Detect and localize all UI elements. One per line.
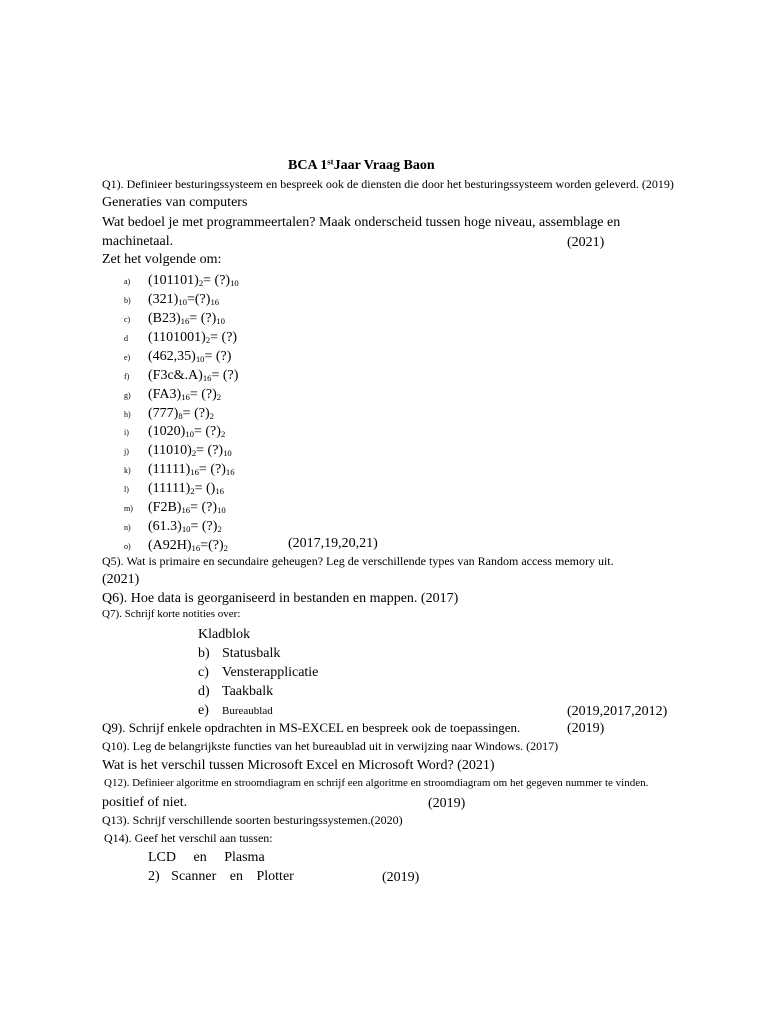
page-title: BCA 1stJaar Vraag Baon xyxy=(288,156,435,173)
difference-item-1: LCD en Plasma xyxy=(148,850,265,865)
conversion-item: $(F3c\&.A)_{16}=$ (?) xyxy=(148,368,239,384)
conversion-label: h) xyxy=(124,410,131,419)
question-6: Q6). Hoe data is georganiseerd in bestanden en mappen. (2017) xyxy=(102,591,459,606)
conversion-item: $(61.3)_{10}=$ $(?)_2$ xyxy=(148,519,222,535)
note-item: d) Taakbalk xyxy=(198,684,274,699)
conversion-label: o) xyxy=(124,542,131,551)
question-12-year: (2019) xyxy=(428,796,466,811)
conversion-label: d xyxy=(124,334,128,343)
question-9-year: (2019) xyxy=(567,721,605,736)
note-item: Kladblok xyxy=(198,627,251,642)
question-9: Q9). Schrijf enkele opdrachten in MS-EXCEL en bespreek ook de toepassingen. xyxy=(102,720,521,735)
conversion-label: j) xyxy=(124,447,129,456)
note-item: e) Bureaublad xyxy=(198,703,273,718)
conversion-item: $(11010)_2=$ $(?)_{10}$ xyxy=(148,443,232,459)
question-13: Q13). Schrijf verschillende soorten besturingssystemen.(2020) xyxy=(102,813,403,827)
question-generaties: Generaties van computers xyxy=(102,195,248,210)
difference-item-2: 2) Scanner en Plotter xyxy=(148,869,294,884)
note-item: b) Statusbalk xyxy=(198,646,281,661)
question-7: Q7). Schrijf korte notities over: xyxy=(102,608,241,620)
conversion-item: $(1101001)_2=$ (?) xyxy=(148,330,238,346)
conversion-item: $(B23)_{16}=$ $(?)_{10}$ xyxy=(148,311,225,327)
question-5: Q5). Wat is primaire en secundaire geheugen? Leg de verschillende types van Random access memory uit. xyxy=(102,554,614,568)
convert-heading: Zet het volgende om: xyxy=(102,252,222,267)
conversion-item: $(777)_8=$ $(?)_2$ xyxy=(148,406,214,422)
question-14: Q14). Geef het verschil aan tussen: xyxy=(104,831,273,845)
question-1: Q1). Definieer besturingssysteem en bespreek ook de diensten die door het besturingssysteem worden geleverd. (2019) xyxy=(102,177,674,191)
conversion-item: $(11111)_2= ()_{16}$ xyxy=(148,481,224,497)
conversion-year: (2017,19,20,21) xyxy=(288,536,378,551)
conversion-item: $(11111)_{16}=$ $(?)_{16}$ xyxy=(148,462,235,478)
conversion-item: $(321)_{10}=(?)_{16}$ xyxy=(148,292,220,308)
question-5-year: (2021) xyxy=(102,572,140,587)
question-11: Wat is het verschil tussen Microsoft Excel en Microsoft Word? (2021) xyxy=(102,758,495,773)
conversion-label: l) xyxy=(124,485,129,494)
note-item: c) Vensterapplicatie xyxy=(198,665,319,680)
question-programmeertalen-line2: machinetaal. xyxy=(102,234,174,249)
conversion-label: e) xyxy=(124,353,131,362)
conversion-label: a) xyxy=(124,277,131,286)
conversion-item: $(F2B)_{16}=$ $(?)_{10}$ xyxy=(148,500,226,516)
conversion-item: $(101101)_2=$ $(?)_{10}$ xyxy=(148,273,239,289)
question-programmeertalen-year: (2021) xyxy=(567,235,605,250)
conversion-item: $(1020)_{10}=$ $(?)_2$ xyxy=(148,424,226,440)
conversion-label: m) xyxy=(124,504,133,513)
conversion-item: $(462,35)_{10}=$ (?) xyxy=(148,349,232,365)
conversion-label: f) xyxy=(124,372,130,381)
conversion-label: b) xyxy=(124,296,131,305)
question-10: Q10). Leg de belangrijkste functies van het bureaublad uit in verwijzing naar Windows. (2017) xyxy=(102,739,559,753)
question-12-line2: positief of niet. xyxy=(102,795,188,810)
question-12-line1: Q12). Definieer algoritme en stroomdiagram en schrijf een algoritme en stroomdiagram om het gegeven nummer te vinden. xyxy=(104,777,649,789)
conversion-label: g) xyxy=(124,391,131,400)
question-programmeertalen-line1: Wat bedoel je met programmeertalen? Maak onderscheid tussen hoge niveau, assemblage en xyxy=(102,215,621,230)
conversion-item: $(A92H)_{16}=(?)_2$ xyxy=(148,538,228,554)
conversion-label: n) xyxy=(124,523,131,532)
conversion-item: $(FA3)_{16}=$ $(?)_2$ xyxy=(148,387,222,403)
question-14-year: (2019) xyxy=(382,870,420,885)
conversion-label: c) xyxy=(124,315,131,324)
conversion-label: k) xyxy=(124,466,131,475)
conversion-label: i) xyxy=(124,428,129,437)
question-7-year: (2019,2017,2012) xyxy=(567,704,668,719)
